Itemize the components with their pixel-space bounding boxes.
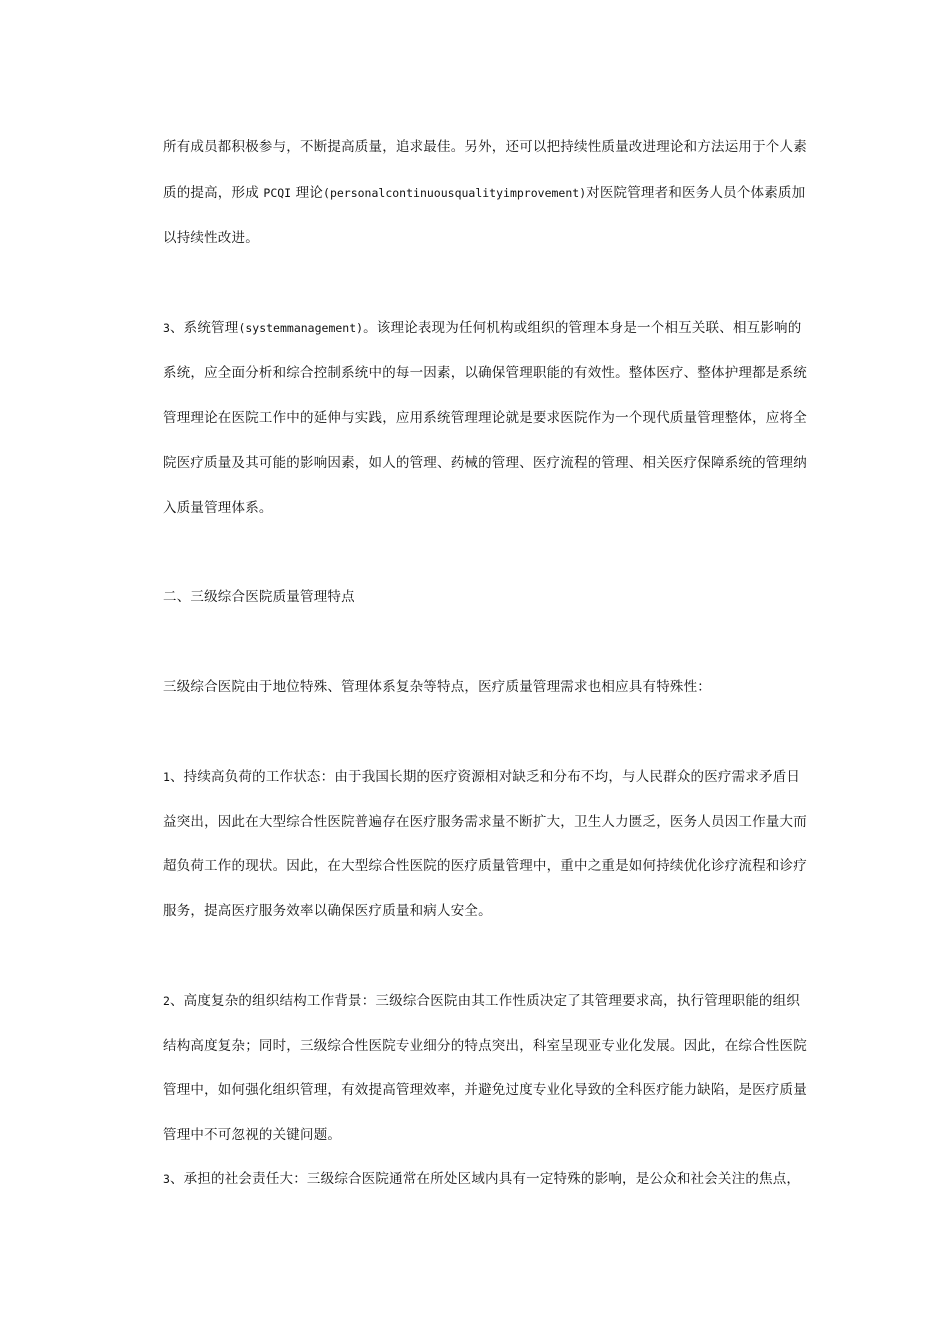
text-line: 质的提高，形成 PCQI 理论(personalcontinuousqualityimprovement)对医院管理者和医务人员个体素质加 [163, 185, 806, 201]
text-line: 3、承担的社会责任大：三级综合医院通常在所处区域内具有一定特殊的影响，是公众和社会关注的焦点， [163, 1171, 801, 1187]
text-line: 以持续性改进。 [163, 230, 259, 246]
text-line: 院医疗质量及其可能的影响因素，如人的管理、药械的管理、医疗流程的管理、相关医疗保障系统的管理纳 [163, 455, 807, 471]
text-line: 管理理论在医院工作中的延伸与实践，应用系统管理理论就是要求医院作为一个现代质量管理整体，应将全 [163, 410, 807, 426]
text-line: 管理中不可忽视的关键问题。 [163, 1127, 342, 1143]
text-line: 1、持续高负荷的工作状态：由于我国长期的医疗资源相对缺乏和分布不均，与人民群众的医疗需求矛盾日 [163, 769, 801, 785]
text-line: 系统，应全面分析和综合控制系统中的每一因素，以确保管理职能的有效性。整体医疗、整体护理都是系统 [163, 365, 807, 381]
text-line: 三级综合医院由于地位特殊、管理体系复杂等特点，医疗质量管理需求也相应具有特殊性： [163, 679, 711, 695]
text-line: 益突出，因此在大型综合性医院普遍存在医疗服务需求量不断扩大，卫生人力匮乏，医务人员因工作量大而 [163, 814, 807, 830]
text-line: 所有成员都积极参与，不断提高质量，追求最佳。另外，还可以把持续性质量改进理论和方法运用于个人素 [163, 139, 807, 155]
text-line: 管理中，如何强化组织管理，有效提高管理效率，并避免过度专业化导致的全科医疗能力缺陷，是医疗质量 [163, 1082, 807, 1098]
text-line: 服务，提高医疗服务效率以确保医疗质量和病人安全。 [163, 903, 492, 919]
text-line: 入质量管理体系。 [163, 500, 273, 516]
text-line: 2、高度复杂的组织结构工作背景：三级综合医院由其工作性质决定了其管理要求高，执行管理职能的组织 [163, 993, 801, 1009]
section-heading: 二、三级综合医院质量管理特点 [163, 589, 355, 605]
text-line: 3、系统管理(systemmanagement)。该理论表现为任何机构或组织的管理本身是一个相互关联、相互影响的 [163, 320, 802, 336]
text-line: 结构高度复杂；同时，三级综合性医院专业细分的特点突出，科室呈现亚专业化发展。因此，在综合性医院 [163, 1038, 807, 1054]
text-line: 超负荷工作的现状。因此，在大型综合性医院的医疗质量管理中，重中之重是如何持续优化诊疗流程和诊疗 [163, 858, 807, 874]
